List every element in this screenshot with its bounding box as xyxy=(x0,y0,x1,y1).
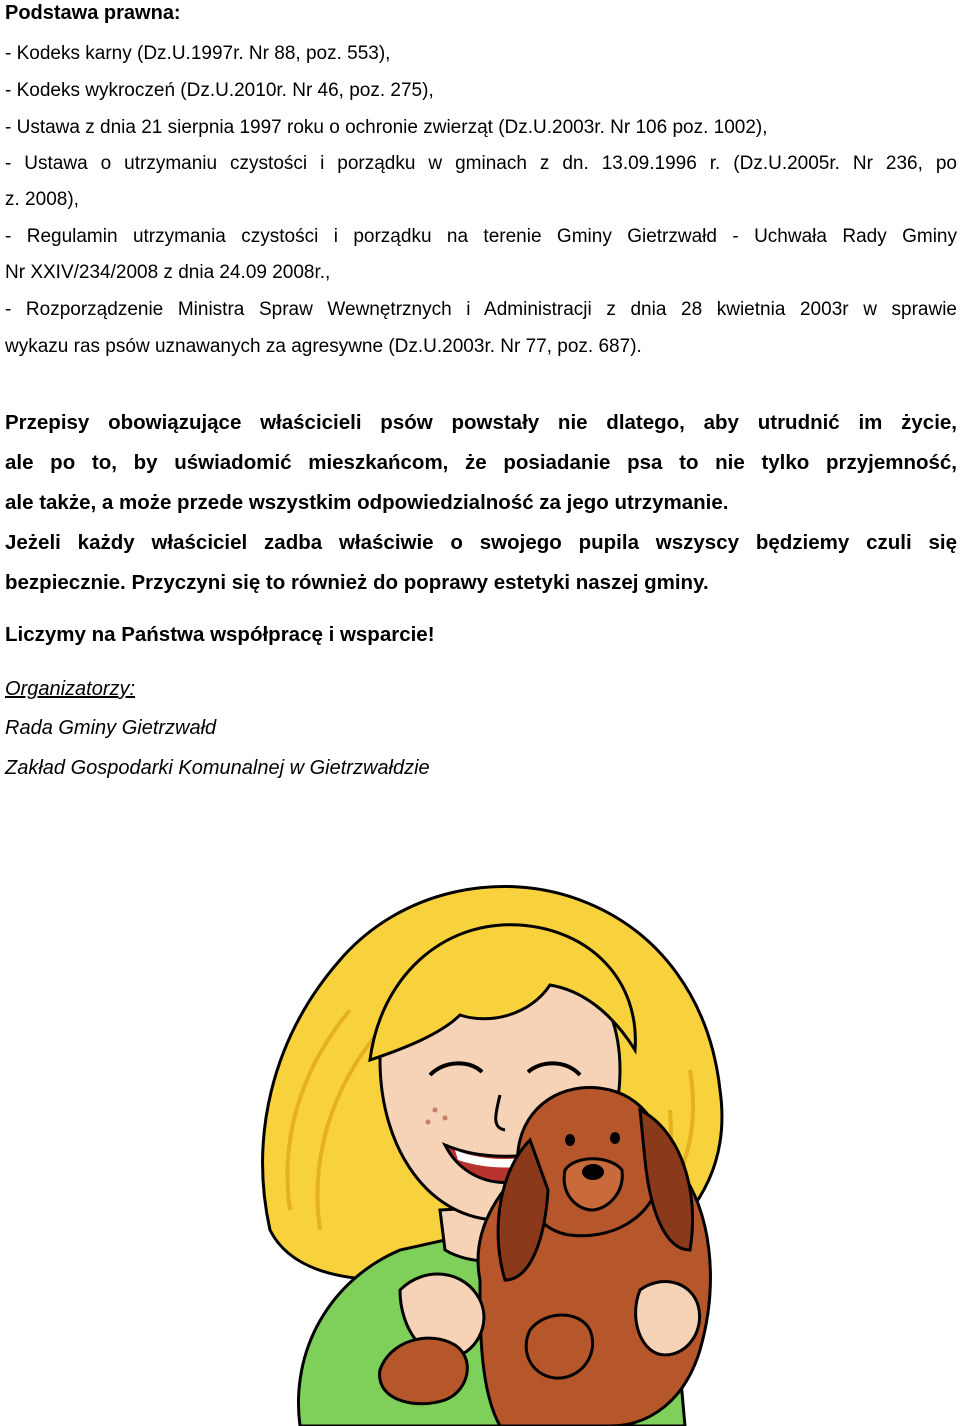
dog-eye-right xyxy=(610,1132,620,1144)
appeal-paragraph-line: ale także, a może przede wszystkim odpowiedzialność za jego utrzymanie. xyxy=(5,491,729,514)
legal-basis-item: - Ustawa o utrzymaniu czystości i porządku w gminach z dn. 13.09.1996 r. (Dz.U.2005r. Nr 236, po xyxy=(5,153,957,174)
dog-paw-right xyxy=(526,1315,592,1378)
legal-basis-item-continued: wykazu ras psów uznawanych za agresywne (Dz.U.2003r. Nr 77, poz. 687). xyxy=(5,336,642,357)
legal-basis-item-continued: z. 2008), xyxy=(5,189,79,210)
appeal-paragraph-line: Jeżeli każdy właściciel zadba właściwie o swojego pupila wszyscy będziemy czuli się xyxy=(5,531,957,554)
dog-eye-left xyxy=(565,1134,575,1146)
girl-hugging-puppy-illustration xyxy=(230,810,770,1426)
organizer-item: Zakład Gospodarki Komunalnej w Gietrzwałdzie xyxy=(5,757,430,779)
organizer-item: Rada Gminy Gietrzwałd xyxy=(5,717,217,739)
legal-basis-heading: Podstawa prawna: xyxy=(5,2,181,24)
closing-statement: Liczymy na Państwa współpracę i wsparcie! xyxy=(5,623,435,646)
appeal-paragraph-line: Przepisy obowiązujące właścicieli psów powstały nie dlatego, aby utrudnić im życie, xyxy=(5,411,957,434)
legal-basis-item: - Rozporządzenie Ministra Spraw Wewnętrznych i Administracji z dnia 28 kwietnia 2003r w sprawie xyxy=(5,299,957,320)
legal-basis-item-continued: Nr XXIV/234/2008 z dnia 24.09 2008r., xyxy=(5,262,331,283)
appeal-paragraph-line: ale po to, by uświadomić mieszkańcom, że posiadanie psa to nie tylko przyjemność, xyxy=(5,451,957,474)
appeal-paragraph-line: bezpiecznie. Przyczyni się to również do poprawy estetyki naszej gminy. xyxy=(5,571,709,594)
legal-basis-item: - Ustawa z dnia 21 sierpnia 1997 roku o ochronie zwierząt (Dz.U.2003r. Nr 106 poz. 1002), xyxy=(5,117,768,138)
dog-nose xyxy=(582,1164,604,1180)
legal-basis-item: - Regulamin utrzymania czystości i porządku na terenie Gminy Gietrzwałd - Uchwała Rady Gminy xyxy=(5,226,957,247)
organizers-label: Organizatorzy: xyxy=(5,678,136,700)
legal-basis-item: - Kodeks wykroczeń (Dz.U.2010r. Nr 46, poz. 275), xyxy=(5,80,434,101)
legal-basis-item: - Kodeks karny (Dz.U.1997r. Nr 88, poz. 553), xyxy=(5,43,391,64)
right-hand xyxy=(636,1282,700,1355)
